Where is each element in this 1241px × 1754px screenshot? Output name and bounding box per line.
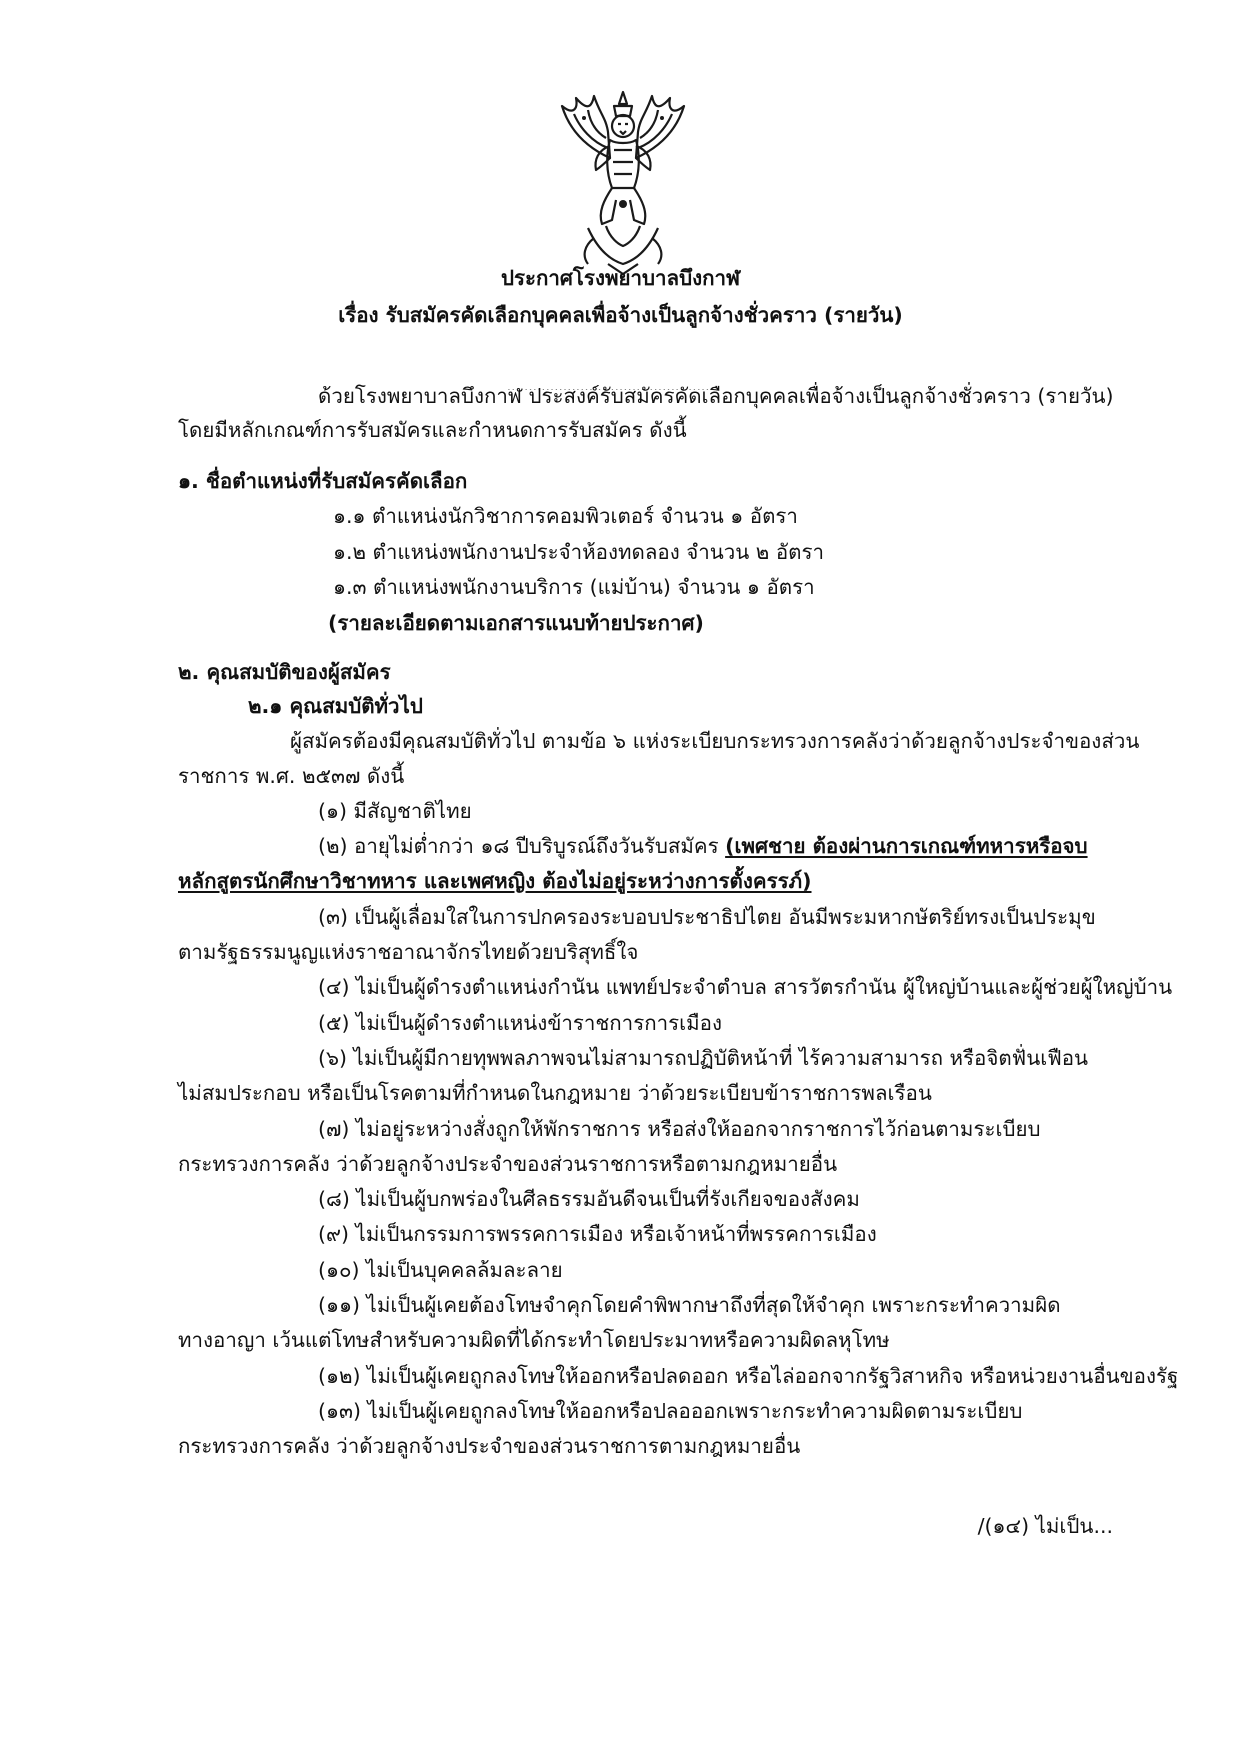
qualification-item: (๖) ไม่เป็นผู้มีกายทุพพลภาพจนไม่สามารถปฏิบัติหน้าที่ ไร้ความสามารถ หรือจิตฟั่นเฟือน: [318, 1046, 1089, 1070]
qualification-item: (๑๓) ไม่เป็นผู้เคยถูกลงโทษให้ออกหรือปลอออกเพราะกระทำความผิดตามระเบียบ: [318, 1399, 1023, 1423]
announcement-subject: เรื่อง รับสมัครคัดเลือกบุคคลเพื่อจ้างเป็นลูกจ้างชั่วคราว (รายวัน): [338, 303, 903, 327]
section-heading: ๒. คุณสมบัติของผู้สมัคร: [178, 660, 391, 684]
qualification-item: (๘) ไม่เป็นผู้บกพร่องในศีลธรรมอันดีจนเป็นที่รังเกียจของสังคม: [318, 1187, 860, 1211]
continuation-marker: /(๑๔) ไม่เป็น...: [977, 1514, 1113, 1538]
qualification-item: (๑๒) ไม่เป็นผู้เคยถูกลงโทษให้ออกหรือปลดออก หรือไล่ออกจากรัฐวิสาหกิจ หรือหน่วยงานอื่นของรัฐ: [318, 1364, 1179, 1388]
intro-paragraph-line: ด้วยโรงพยาบาลบึงกาฬ ประสงค์รับสมัครคัดเลือกบุคคลเพื่อจ้างเป็นลูกจ้างชั่วคราว (รายวัน): [318, 384, 1114, 408]
qualification-item-cont: ทางอาญา เว้นแต่โทษสำหรับความผิดที่ได้กระทำโดยประมาทหรือความผิดลหุโทษ: [178, 1328, 890, 1352]
paragraph-line: ผู้สมัครต้องมีคุณสมบัติทั่วไป ตามข้อ ๖ แห่งระเบียบกระทรวงการคลังว่าด้วยลูกจ้างประจำของส่วน: [290, 729, 1140, 753]
qualification-item-cont: กระทรวงการคลัง ว่าด้วยลูกจ้างประจำของส่วนราชการหรือตามกฎหมายอื่น: [178, 1152, 838, 1176]
attachment-note: (รายละเอียดตามเอกสารแนบท้ายประกาศ): [328, 611, 704, 635]
qualification-item: (๑๐) ไม่เป็นบุคคลล้มละลาย: [318, 1258, 563, 1282]
qualification-item: (๔) ไม่เป็นผู้ดำรงตำแหน่งกำนัน แพทย์ประจำตำบล สารวัตรกำนัน ผู้ใหญ่บ้านและผู้ช่วยผู้ใหญ่บ้าน: [318, 975, 1173, 999]
list-item: ๑.๓ ตำแหน่งพนักงานบริการ (แม่บ้าน) จำนวน ๑ อัตรา: [333, 575, 815, 599]
qualification-emphasis: (เพศชาย ต้องผ่านการเกณฑ์ทหารหรือจบ: [725, 834, 1088, 858]
qualification-item: (๓) เป็นผู้เลื่อมใสในการปกครองระบอบประชาธิปไตย อันมีพระมหากษัตริย์ทรงเป็นประมุข: [318, 905, 1096, 929]
qualification-item: (๙) ไม่เป็นกรรมการพรรคการเมือง หรือเจ้าหน้าที่พรรคการเมือง: [318, 1222, 877, 1246]
announcement-title: ประกาศโรงพยาบาลบึงกาฬ: [500, 266, 741, 290]
qualification-item: (๕) ไม่เป็นผู้ดำรงตำแหน่งข้าราชการการเมือง: [318, 1011, 722, 1035]
qualification-item: (๗) ไม่อยู่ระหว่างสั่งถูกให้พักราชการ หรือส่งให้ออกจากราชการไว้ก่อนตามระเบียบ: [318, 1117, 1041, 1141]
qualification-item: [318, 832, 1088, 860]
intro-paragraph-line: โดยมีหลักเกณฑ์การรับสมัครและกำหนดการรับสมัคร ดังนี้: [178, 418, 687, 442]
qualification-emphasis: หลักสูตรนักศึกษาวิชาทหาร และเพศหญิง ต้องไม่อยู่ระหว่างการตั้งครรภ์): [178, 869, 812, 893]
qualification-item: (๑๑) ไม่เป็นผู้เคยต้องโทษจำคุกโดยคำพิพากษาถึงที่สุดให้จำคุก เพราะกระทำความผิด: [318, 1293, 1061, 1317]
section-heading: ๑. ชื่อตำแหน่งที่รับสมัครคัดเลือก: [178, 469, 468, 493]
sub-heading: ๒.๑ คุณสมบัติทั่วไป: [248, 694, 423, 718]
list-item: ๑.๑ ตำแหน่งนักวิชาการคอมพิวเตอร์ จำนวน ๑ อัตรา: [333, 504, 798, 528]
qualification-text: (๒) อายุไม่ต่ำกว่า ๑๘ ปีบริบูรณ์ถึงวันรับสมัคร: [318, 834, 726, 858]
paragraph-line: ราชการ พ.ศ. ๒๕๓๗ ดังนี้: [178, 764, 405, 788]
qualification-item-cont: กระทรวงการคลัง ว่าด้วยลูกจ้างประจำของส่วนราชการตามกฎหมายอื่น: [178, 1434, 801, 1458]
qualification-item: (๑) มีสัญชาติไทย: [318, 799, 472, 823]
list-item: ๑.๒ ตำแหน่งพนักงานประจำห้องทดลอง จำนวน ๒ อัตรา: [333, 540, 824, 564]
qualification-item-cont: ไม่สมประกอบ หรือเป็นโรคตามที่กำหนดในกฎหมาย ว่าด้วยระเบียบข้าราชการพลเรือน: [178, 1081, 932, 1105]
qualification-item-cont: ตามรัฐธรรมนูญแห่งราชอาณาจักรไทยด้วยบริสุทธิ์ใจ: [178, 940, 639, 964]
garuda-emblem-icon: [548, 88, 698, 278]
